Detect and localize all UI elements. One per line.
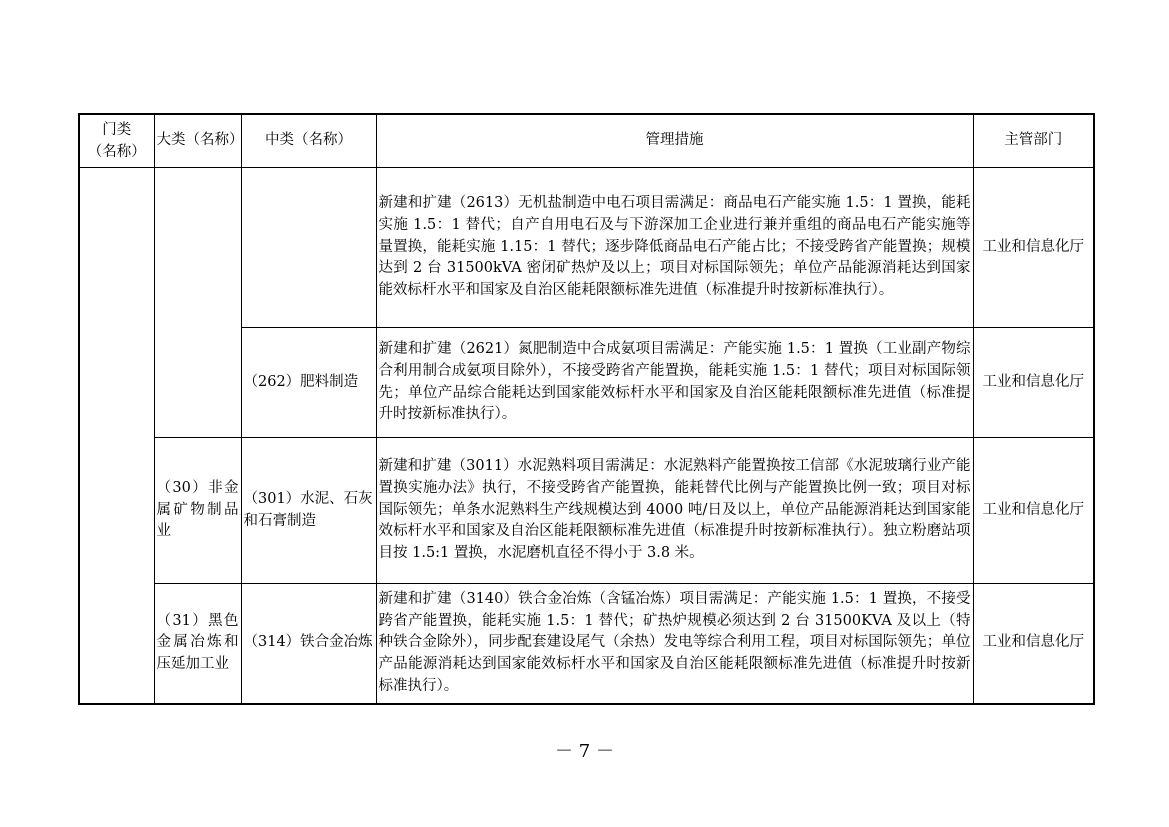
major-cell: （30）非金属矿物制品业 [154, 438, 241, 584]
header-middle: 中类（名称） [241, 114, 376, 168]
table-row [79, 584, 1094, 704]
measure-cell: 新建和扩建（3140）铁合金冶炼（含锰冶炼）项目需满足：产能实施 1.5：1 置换，不接受跨省产能置换，能耗实施 1.5：1 替代；矿热炉规模必须达到 2 台 31500KVA 及以上（特种铁合金除外），同步配套建设尾气（余热）发电等综合利用工程，项目对标国际领先；单位产品能源消耗达到国家能效标杆水平和国家及自治区能耗限额标准先进值（标准提升时按新标准执行）。 [376, 584, 973, 704]
table-header-row [79, 114, 1094, 168]
measure-cell: 新建和扩建（2613）无机盐制造中电石项目需满足：商品电石产能实施 1.5：1 置换，能耗实施 1.5：1 替代；自产自用电石及与下游深加工企业进行兼并重组的商品电石产能实施等量置换，能耗实施 1.15：1 替代；逐步降低商品电石产能占比；不接受跨省产能置换；规模达到 2 台 31500kVA 密闭矿热炉及以上；项目对标国际领先；单位产品能源消耗达到国家能效标杆水平和国家及自治区能耗限额标准先进值（标准提升时按新标准执行）。 [376, 168, 973, 328]
table-row [79, 438, 1094, 584]
header-category: 门类 （名称） [79, 114, 154, 168]
header-dept: 主管部门 [973, 114, 1094, 168]
measure-cell: 新建和扩建（3011）水泥熟料项目需满足：水泥熟料产能置换按工信部《水泥玻璃行业产能置换实施办法》执行，不接受跨省产能置换，能耗替代比例与产能置换比例一致；项目对标国际领先；单条水泥熟料生产线规模达到 4000 吨/日及以上，单位产品能源消耗达到国家能效标杆水平和国家及自治区能耗限额标准先进值（标准提升时按新标准执行）。独立粉磨站项目按 1.5:1 置换，水泥磨机直径不得小于 3.8 米。 [376, 438, 973, 584]
dept-cell: 工业和信息化厅 [973, 584, 1094, 704]
middle-cell [241, 168, 376, 328]
middle-cell: （301）水泥、石灰和石膏制造 [241, 438, 376, 584]
major-cell [154, 168, 241, 438]
header-measures: 管理措施 [376, 114, 973, 168]
table-row [79, 168, 1094, 328]
major-cell: （31）黑色金属冶炼和压延加工业 [154, 584, 241, 704]
category-cell [79, 168, 154, 704]
middle-cell: （262）肥料制造 [241, 328, 376, 438]
measures-table [78, 113, 1095, 705]
middle-cell: （314）铁合金冶炼 [241, 584, 376, 704]
dept-cell: 工业和信息化厅 [973, 168, 1094, 328]
page-number: － 7 － [555, 741, 614, 762]
dept-cell: 工业和信息化厅 [973, 438, 1094, 584]
measure-cell: 新建和扩建（2621）氮肥制造中合成氨项目需满足：产能实施 1.5：1 置换（工业副产物综合利用制合成氨项目除外），不接受跨省产能置换，能耗实施 1.5：1 替代；项目对标国际领先；单位产品综合能耗达到国家能效标杆水平和国家及自治区能耗限额标准先进值（标准提升时按新标准执行）。 [376, 328, 973, 438]
header-major: 大类（名称） [154, 114, 241, 168]
dept-cell: 工业和信息化厅 [973, 328, 1094, 438]
